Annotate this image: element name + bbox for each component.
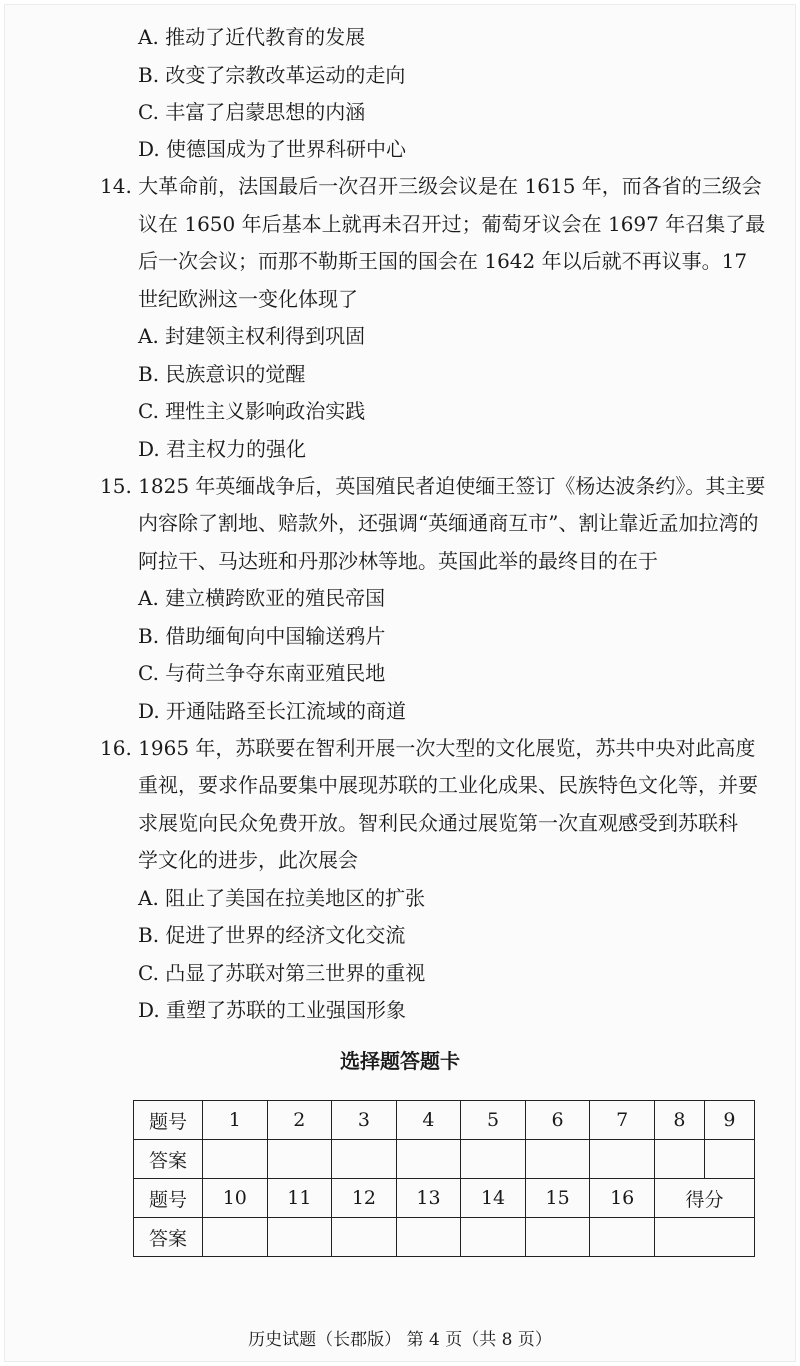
answer-cell[interactable] (590, 1218, 655, 1257)
q13-option-b: B. 改变了宗教改革运动的走向 (138, 63, 406, 87)
answer-cell[interactable] (461, 1140, 526, 1179)
q15-stem-line-1: 15. 1825 年英缅战争后，英国殖民者迫使缅王签订《杨达波条约》。其主要 (100, 474, 766, 498)
q15-stem-line-2: 内容除了割地、赔款外，还强调“英缅通商互市”、割让靠近孟加拉湾的 (138, 511, 759, 535)
q16-stem-line-3: 求展览向民众免费开放。智利民众通过展览第一次直观感受到苏联科 (138, 811, 738, 835)
question-number-cell: 12 (332, 1179, 397, 1218)
answer-cell[interactable] (654, 1140, 704, 1179)
q14-stem-line-1: 14. 大革命前，法国最后一次召开三级会议是在 1615 年，而各省的三级会 (100, 174, 762, 198)
page-footer: 历史试题（长郡版） 第 4 页（共 8 页） (248, 1330, 552, 1350)
question-number-cell: 14 (461, 1179, 526, 1218)
question-number-cell: 11 (267, 1179, 332, 1218)
answer-cell[interactable] (590, 1140, 655, 1179)
question-number-cell: 6 (525, 1101, 590, 1140)
answer-cell[interactable] (704, 1140, 754, 1179)
q14-stem-line-3: 后一次会议；而那不勒斯王国的国会在 1642 年以后就不再议事。17 (138, 249, 748, 273)
answer-label: 答案 (134, 1218, 203, 1257)
answer-cell[interactable] (267, 1218, 332, 1257)
question-number-cell: 13 (396, 1179, 461, 1218)
q14-option-c: C. 理性主义影响政治实践 (138, 399, 366, 423)
q15-option-a: A. 建立横跨欧亚的殖民帝国 (138, 586, 386, 610)
q15-option-c: C. 与荷兰争夺东南亚殖民地 (138, 661, 386, 685)
question-number-cell: 15 (525, 1179, 590, 1218)
answer-cell[interactable] (461, 1218, 526, 1257)
answer-cell[interactable] (525, 1140, 590, 1179)
question-number-cell: 16 (590, 1179, 655, 1218)
answer-card-table (133, 1100, 755, 1257)
answer-cell[interactable] (203, 1140, 268, 1179)
q14-option-d: D. 君主权力的强化 (138, 437, 307, 461)
answer-label: 答案 (134, 1140, 203, 1179)
question-number-cell: 8 (654, 1101, 704, 1140)
q16-stem-line-2: 重视，要求作品要集中展现苏联的工业化成果、民族特色文化等，并要 (138, 773, 758, 797)
q14-stem-line-2: 议在 1650 年后基本上就再未召开过；葡萄牙议会在 1697 年召集了最 (138, 212, 766, 236)
question-number-cell: 5 (461, 1101, 526, 1140)
q16-option-d: D. 重塑了苏联的工业强国形象 (138, 998, 407, 1022)
question-number-label: 题号 (134, 1101, 203, 1140)
q13-option-d: D. 使德国成为了世界科研中心 (138, 137, 407, 161)
q16-option-a: A. 阻止了美国在拉美地区的扩张 (138, 886, 426, 910)
q16-option-b: B. 促进了世界的经济文化交流 (138, 923, 406, 947)
answer-card-row-answers-1 (134, 1140, 755, 1179)
answer-card-title: 选择题答题卡 (340, 1049, 460, 1073)
answer-cell[interactable] (332, 1218, 397, 1257)
q16-option-c: C. 凸显了苏联对第三世界的重视 (138, 961, 426, 985)
exam-page (5, 5, 795, 1361)
question-number-cell: 7 (590, 1101, 655, 1140)
answer-cell[interactable] (203, 1218, 268, 1257)
score-cell[interactable] (654, 1218, 754, 1257)
answer-cell[interactable] (525, 1218, 590, 1257)
q15-option-d: D. 开通陆路至长江流域的商道 (138, 699, 407, 723)
question-number-cell: 9 (704, 1101, 754, 1140)
q14-stem-line-4: 世纪欧洲这一变化体现了 (138, 287, 358, 311)
q13-option-c: C. 丰富了启蒙思想的内涵 (138, 100, 366, 124)
answer-cell[interactable] (396, 1140, 461, 1179)
question-number-cell: 10 (203, 1179, 268, 1218)
q14-option-a: A. 封建领主权利得到巩固 (138, 324, 366, 348)
q14-option-b: B. 民族意识的觉醒 (138, 362, 306, 386)
answer-cell[interactable] (396, 1218, 461, 1257)
answer-cell[interactable] (332, 1140, 397, 1179)
question-number-cell: 1 (203, 1101, 268, 1140)
question-number-cell: 2 (267, 1101, 332, 1140)
question-number-cell: 4 (396, 1101, 461, 1140)
question-number-label: 题号 (134, 1179, 203, 1218)
q13-option-a: A. 推动了近代教育的发展 (138, 25, 366, 49)
answer-card-row-numbers-2 (134, 1179, 755, 1218)
q15-option-b: B. 借助缅甸向中国输送鸦片 (138, 624, 386, 648)
answer-card-row-numbers-1 (134, 1101, 755, 1140)
q16-stem-line-4: 学文化的进步，此次展会 (138, 848, 358, 872)
answer-card-row-answers-2 (134, 1218, 755, 1257)
question-number-cell: 3 (332, 1101, 397, 1140)
q15-stem-line-3: 阿拉干、马达班和丹那沙林等地。英国此举的最终目的在于 (138, 549, 658, 573)
answer-cell[interactable] (267, 1140, 332, 1179)
score-label: 得分 (654, 1179, 754, 1218)
q16-stem-line-1: 16. 1965 年，苏联要在智利开展一次大型的文化展览，苏共中央对此高度 (100, 736, 756, 760)
